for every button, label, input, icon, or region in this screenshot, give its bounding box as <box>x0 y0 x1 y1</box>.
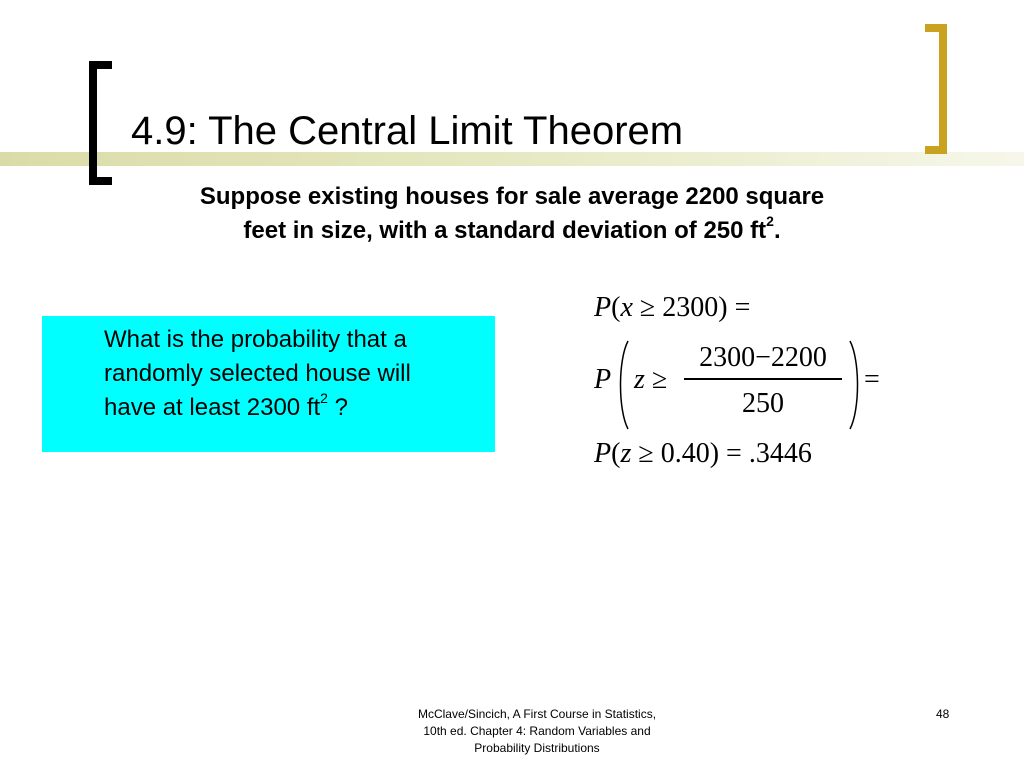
slide-title: 4.9: The Central Limit Theorem <box>131 109 684 153</box>
eq1-open-paren: ( <box>611 292 621 323</box>
footer-source-line-3: Probability Distributions <box>474 741 600 755</box>
eq2-equals: = <box>864 364 880 395</box>
footer-source-line-2: 10th ed. Chapter 4: Random Variables and <box>423 724 651 738</box>
equation-line-3 <box>594 438 812 470</box>
eq3-open-paren: ( <box>611 438 621 469</box>
eq3-p: P <box>594 438 612 469</box>
footer-source <box>386 706 688 757</box>
question-superscript: 2 <box>320 390 328 406</box>
footer-source-line-1: McClave/Sincich, A First Course in Statistics, <box>417 707 657 721</box>
question-line-3: have at least 2300 ft <box>104 394 321 421</box>
right-bracket-decoration <box>925 24 947 154</box>
equation-line-1 <box>594 292 750 324</box>
subtitle-end: . <box>773 217 781 244</box>
subtitle-line-2: feet in size, with a standard deviation of 250 ft <box>243 217 767 244</box>
eq2-left-paren <box>616 340 630 430</box>
eq2-var: z <box>634 364 645 395</box>
eq2-denominator: 250 <box>742 387 784 419</box>
question-box <box>42 316 495 452</box>
question-line-2: randomly selected house will <box>104 360 411 387</box>
eq2-numerator: 2300−2200 <box>699 342 827 373</box>
eq3-rest: ≥ 0.40) = .3446 <box>631 438 812 469</box>
slide-subtitle <box>120 180 904 248</box>
slide-number: 48 <box>936 707 950 721</box>
left-bracket-decoration <box>89 61 112 185</box>
eq2-fraction <box>680 340 846 422</box>
question-end: ? <box>327 394 348 421</box>
eq2-p: P <box>594 364 612 395</box>
eq1-p: P <box>594 292 612 323</box>
question-line-1: What is the probability that a <box>104 326 407 353</box>
fraction-bar <box>684 378 842 380</box>
eq1-rest: ≥ 2300) = <box>632 292 751 323</box>
eq2-right-paren <box>848 340 862 430</box>
eq1-var: x <box>620 292 633 323</box>
subtitle-line-1: Suppose existing houses for sale average 2200 square <box>199 183 825 210</box>
eq3-var: z <box>620 438 632 469</box>
question-text <box>104 323 490 425</box>
eq2-geq: ≥ <box>652 364 668 395</box>
subtitle-superscript: 2 <box>766 213 774 229</box>
